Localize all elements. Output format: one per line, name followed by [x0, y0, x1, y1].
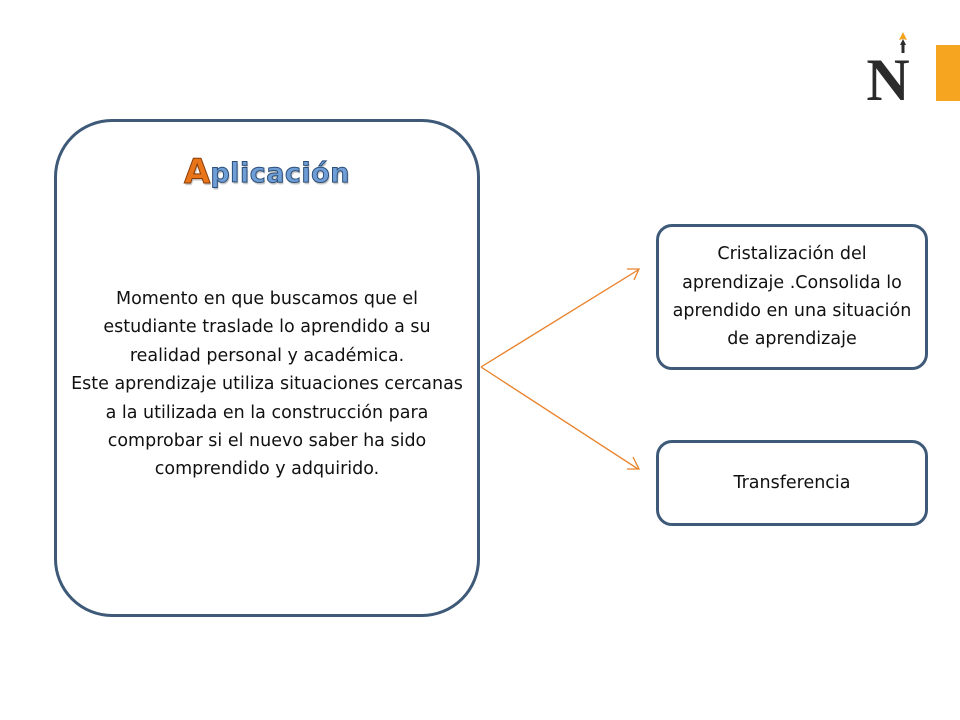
crystallization-box — [656, 224, 928, 370]
institution-logo — [860, 30, 916, 104]
arrowhead-transfer — [627, 457, 639, 469]
arrow-to-transfer — [481, 367, 638, 469]
accent-bar — [936, 45, 960, 101]
crystallization-text: Cristalización del aprendizaje .Consolida lo aprendido en una situación de aprendizaje — [672, 244, 912, 350]
arrow-to-crystallization — [481, 270, 638, 367]
aplicacion-panel — [54, 119, 480, 617]
arrowhead-crystallization — [627, 269, 639, 280]
description-paragraph: Este aprendizaje utiliza situaciones cercanas a la utilizada en la construcción para comprobar si el nuevo saber ha sido comprendido y adquirido. — [71, 374, 463, 480]
transfer-text: Transferencia — [733, 473, 851, 493]
title-initial: A — [184, 152, 211, 192]
title-rest: plicación — [210, 158, 350, 189]
description-paragraph: Momento en que buscamos que el estudiante traslade lo aprendido a su realidad personal y académica. — [103, 289, 431, 366]
logo-letter: N — [866, 47, 910, 104]
logo-flame — [899, 32, 907, 40]
panel-title — [57, 152, 477, 194]
transfer-box — [656, 440, 928, 526]
panel-description — [71, 285, 463, 484]
